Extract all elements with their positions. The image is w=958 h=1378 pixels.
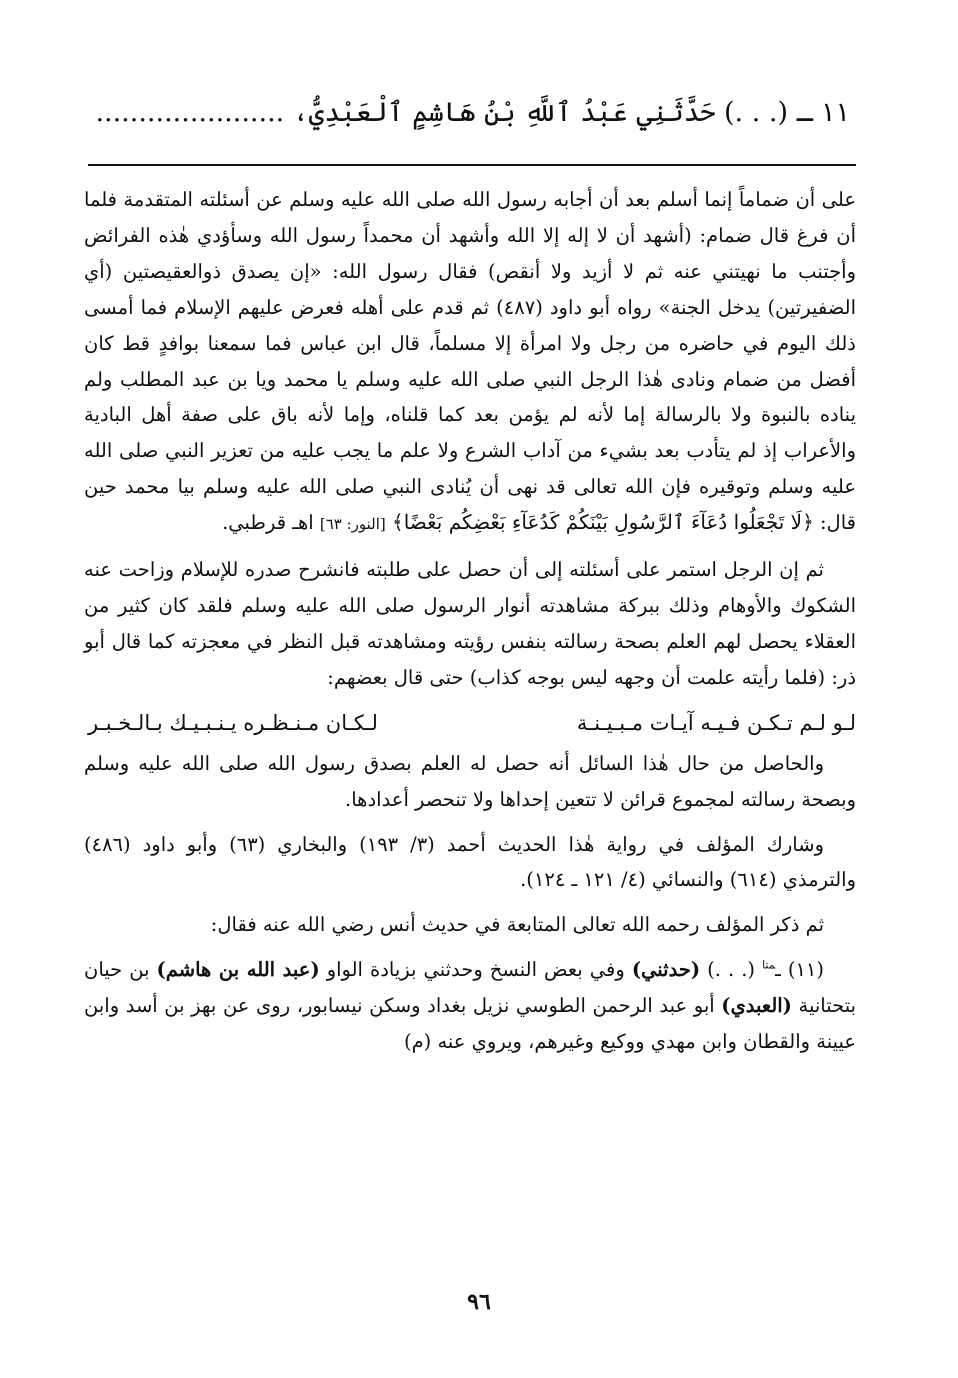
- matn-marker: متا: [762, 958, 776, 972]
- paragraph-2: ثم إن الرجل استمر على أسئلته إلى أن حصل على طلبته فانشرح صدره للإسلام وزاحت عنه الشكوك والأوهام وذلك ببركة مشاهدته أنوار الرسول صلى الله عليه وسلم فلقد كان كثير من العقلاء يحصل لهم العلم بصحة رسالته بنفس رؤيته ومشاهدته قبل النظر في معجزته كما قال أبو ذر: (فلما رأيته علمت أن وجهه ليس بوجه كذاب) حتى قال بعضهم:: [84, 558, 856, 689]
- quran-verse: ﴿لَا تَجْعَلُوا دُعَآءَ ٱلرَّسُولِ بَيْنَكُمْ كَدُعَآءِ بَعْضِكُم بَعْضًا﴾: [391, 510, 814, 535]
- paragraph-5: ثم ذكر المؤلف رحمه الله تعالى المتابعة في حديث أنس رضي الله عنه فقال:: [210, 913, 824, 937]
- verse-second-hemistich: لـكـان مـنـظـره يـنـبـيـك بـالـخـبـر: [88, 710, 378, 735]
- header-divider: [88, 164, 856, 166]
- paragraph-3: والحاصل من حال هٰذا السائل أنه حصل له العلم بصدق رسول الله صلى الله عليه وسلم وبصحة رسالته لمجموع قرائن لا تتعين إحداها ولا تنحصر أعدادها.: [84, 751, 856, 811]
- hadith-number: (١١) ـ: [775, 958, 825, 982]
- ellipsis-marker: (. . .): [707, 958, 756, 982]
- paragraph-4: وشارك المؤلف في رواية هٰذا الحديث أحمد (٣/ ١٩٣) والبخاري (٦٣) وأبو داود (٤٨٦) والترمذي (٦١٤) والنسائي (٤/ ١٢١ ـ ١٢٤).: [84, 832, 856, 892]
- paragraph-1-tail: اهـ قرطبي.: [222, 511, 314, 535]
- paragraph-1: [84, 182, 856, 543]
- page-body: [84, 182, 856, 1060]
- quran-reference: [النور: ٦٣]: [319, 515, 386, 534]
- paragraph-6: [84, 952, 856, 1060]
- keyword-haddathani: (حدثني): [631, 958, 701, 982]
- paragraph-6-text-a: وفي بعض النسخ وحدثني بزيادة الواو: [326, 958, 625, 982]
- page-header: ١١ ـ (. . .) حَدَّثَنِي عَبْدُ ٱللَّهِ بْنُ هَاشِمٍ ٱلْعَبْدِيُّ، ......................: [95, 97, 850, 128]
- keyword-al-abdi: (العبدي): [721, 994, 792, 1018]
- page-number: ٩٦: [467, 1289, 491, 1315]
- paragraph-6-text-b: بن حيان بتحتانية: [84, 958, 857, 1018]
- paragraph-6-text-c: أبو عبد الرحمن الطوسي نزيل بغداد وسكن نيسابور، روى عن بهز بن أسد وابن عيينة والقطان وابن مهدي ووكيع وغيرهم، ويروي عنه (م): [84, 994, 856, 1054]
- paragraph-1-text: على أن ضماماً إنما أسلم بعد أن أجابه رسول الله صلى الله عليه وسلم عن أسئلته المتقدمة فلما أن فرغ قال ضمام: (أشهد أن لا إله إلا الله وأشهد أن محمداً رسول الله وسأؤدي هٰذه الفرائض وأجتنب ما نهيتني عنه ثم لا أزيد ولا أنقص) فقال رسول الله: «إن يصدق ذوالعقيصتين (أي الضفيرتين) يدخل الجنة» رواه أبو داود (٤٨٧) ثم قدم على أهله فعرض عليهم الإسلام فما أمسى ذلك اليوم في حاضره من رجل ولا امرأة إلا مسلماً، قال ابن عباس فما سمعنا بوافدٍ قط كان أفضل من ضمام ونادى هٰذا الرجل النبي صلى الله عليه وسلم يا محمد ويا بن عبد المطلب ولم يناده بالنبوة ولا بالرسالة إما لأنه لم يؤمن بعد كما قلناه، وإما لأنه باق على صفة أهل البادية والأعراب إذ لم يتأدب بعد بشيء من آداب الشرع ولا علم ما يجب عليه من تعزير النبي صلى الله عليه وسلم وتوقيره فإن الله تعالى قد نهى أن يُنادى النبي صلى الله عليه وسلم بيا محمد حين قال:: [84, 188, 857, 535]
- verse-first-hemistich: لـو لـم تـكـن فـيـه آيـات مـبـيـنـة: [576, 710, 856, 735]
- poetry-verse: [84, 704, 856, 744]
- keyword-narrator-name: (عبد الله بن هاشم): [156, 958, 320, 982]
